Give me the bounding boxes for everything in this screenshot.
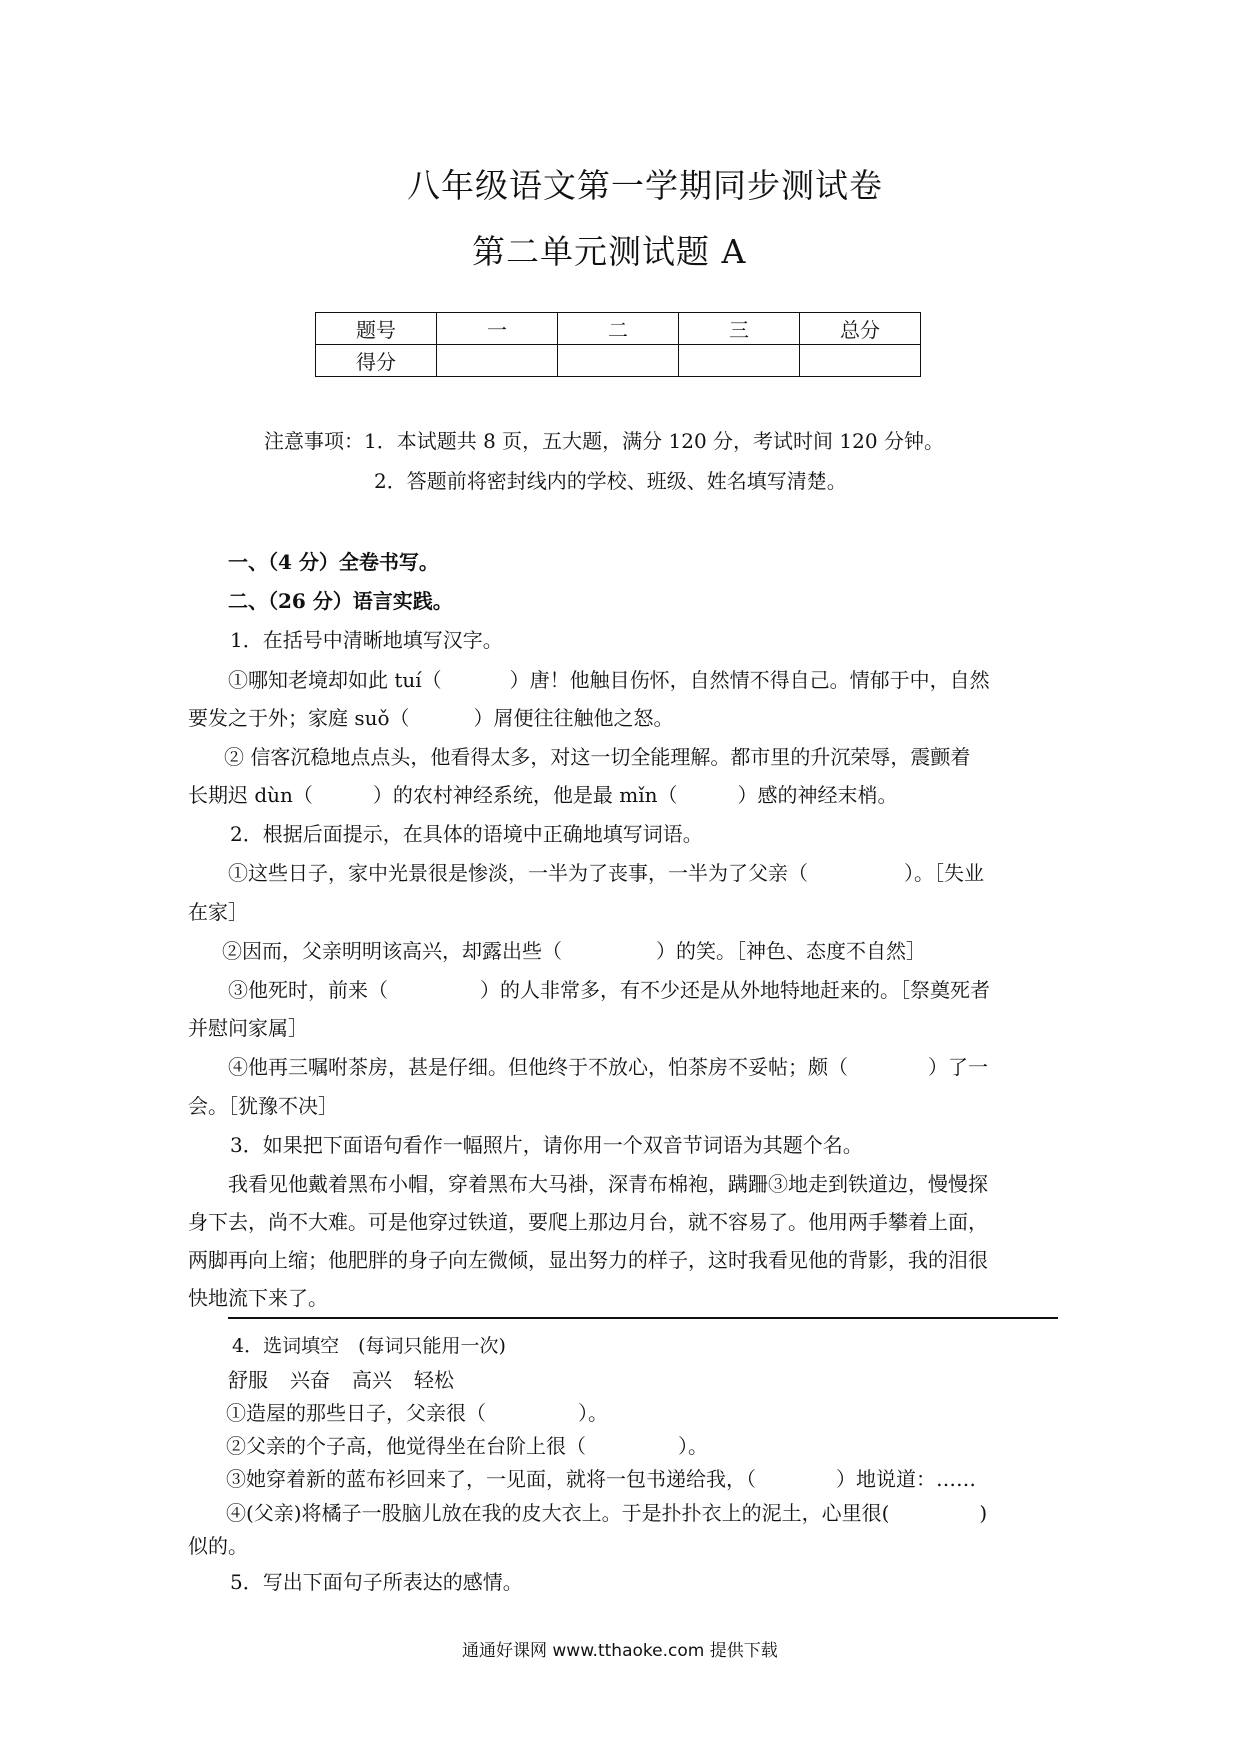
word-bank-item: 兴奋 bbox=[290, 1368, 330, 1392]
q4-item-a bbox=[226, 1397, 608, 1426]
q1-item-a-line2 bbox=[188, 702, 674, 731]
q2-item-d-line2: 会。［犹豫不决］ bbox=[188, 1094, 338, 1118]
q4-c-text-1: ③她穿着新的蓝布衫回来了，一见面，就将一包书递给我，（ bbox=[226, 1467, 756, 1491]
q1-item-b-line1: ② 信客沉稳地点点头，他看得太多，对这一切全能理解。都市里的升沉荣辱，震颤着 bbox=[224, 745, 971, 769]
q1-b-text-4: ）感的神经末梢。 bbox=[737, 783, 898, 807]
q4-d-text-1: ④(父亲)将橘子一股脑儿放在我的皮大衣上。于是扑扑衣上的泥土，心里很( bbox=[226, 1501, 890, 1525]
q1-a-text-1: ①哪知老境却如此 tuí（ bbox=[228, 668, 442, 692]
q1-prompt: 1．在括号中清晰地填写汉字。 bbox=[230, 628, 503, 652]
score-table-score-row bbox=[316, 345, 921, 377]
q2-b-text-1: ②因而，父亲明明该高兴，却露出些（ bbox=[222, 939, 562, 963]
q1-item-b-line2 bbox=[188, 779, 898, 808]
q2-a-text-2: ）。［失业 bbox=[904, 861, 984, 885]
q2-b-text-2: ）的笑。［神色、态度不自然］ bbox=[656, 939, 926, 963]
word-bank-item: 轻松 bbox=[414, 1368, 454, 1392]
q2-item-c-line1 bbox=[228, 974, 990, 1003]
q1-item-a-line1 bbox=[228, 664, 990, 693]
score-cell-q3: 三 bbox=[679, 313, 800, 345]
q1-b-text-2: 长期迟 dùn（ bbox=[188, 783, 313, 807]
q4-d-text-2: ) bbox=[979, 1501, 988, 1525]
q2-c-text-1: ③他死时，前来（ bbox=[228, 978, 388, 1002]
score-cell-total: 总分 bbox=[800, 313, 921, 345]
score-input-q2[interactable] bbox=[558, 345, 679, 377]
q4-a-text-1: ①造屋的那些日子，父亲很（ bbox=[226, 1401, 486, 1425]
q3-passage-line-2: 身下去，尚不大难。可是他穿过铁道，要爬上那边月台，就不容易了。他用两手攀着上面， bbox=[188, 1210, 988, 1234]
q2-d-text-2: ）了一 bbox=[928, 1055, 988, 1079]
score-table-header-row bbox=[316, 313, 921, 345]
word-bank-item: 高兴 bbox=[352, 1368, 392, 1392]
q5-prompt: 5．写出下面句子所表达的感情。 bbox=[230, 1570, 523, 1594]
section-1-heading: 一、（4 分）全卷书写。 bbox=[228, 550, 439, 574]
q2-d-text-1: ④他再三嘱咐茶房，甚是仔细。但他终于不放心，怕茶房不妥帖；颇（ bbox=[228, 1055, 848, 1079]
q2-c-text-2: ）的人非常多，有不少还是从外地特地赶来的。［祭奠死者 bbox=[480, 978, 990, 1002]
page-subtitle: 第二单元测试题 A bbox=[472, 232, 747, 271]
q4-item-d-line1 bbox=[226, 1497, 987, 1526]
q2-item-a-line2: 在家］ bbox=[188, 900, 248, 924]
q4-item-b bbox=[226, 1430, 708, 1459]
notes-item-1: 1．本试题共 8 页，五大题，满分 120 分，考试时间 120 分钟。 bbox=[364, 429, 944, 453]
score-input-q3[interactable] bbox=[679, 345, 800, 377]
answer-line[interactable] bbox=[228, 1317, 1058, 1319]
score-table bbox=[315, 312, 921, 377]
score-cell-label: 题号 bbox=[316, 313, 437, 345]
q2-item-c-line2: 并慰问家属］ bbox=[188, 1016, 308, 1040]
q1-b-text-3: ）的农村神经系统，他是最 mǐn（ bbox=[372, 783, 678, 807]
score-row-label: 得分 bbox=[316, 345, 437, 377]
q2-item-a-line1 bbox=[228, 857, 984, 886]
q4-item-d-line2: 似的。 bbox=[188, 1534, 248, 1558]
notes-label: 注意事项： bbox=[264, 429, 364, 453]
q3-passage-line-1: 我看见他戴着黑布小帽，穿着黑布大马褂，深青布棉袍，蹒跚③地走到铁道边，慢慢探 bbox=[228, 1172, 988, 1196]
q4-prompt: 4．选词填空 (每词只能用一次) bbox=[232, 1335, 506, 1357]
q4-word-bank bbox=[228, 1364, 454, 1393]
score-input-total[interactable] bbox=[800, 345, 921, 377]
score-input-q1[interactable] bbox=[437, 345, 558, 377]
page-title: 八年级语文第一学期同步测试卷 bbox=[407, 166, 883, 205]
notes-line-1 bbox=[264, 425, 944, 454]
score-cell-q2: 二 bbox=[558, 313, 679, 345]
q3-prompt: 3．如果把下面语句看作一幅照片，请你用一个双音节词语为其题个名。 bbox=[230, 1133, 863, 1157]
q4-b-text-1: ②父亲的个子高，他觉得坐在台阶上很（ bbox=[226, 1434, 586, 1458]
q1-a-text-2: ）唐！他触目伤怀，自然情不得自己。情郁于中，自然 bbox=[509, 668, 990, 692]
q4-b-text-2: ）。 bbox=[678, 1434, 708, 1458]
word-bank-item: 舒服 bbox=[228, 1368, 268, 1392]
q1-a-text-3: 要发之于外；家庭 suǒ（ bbox=[188, 706, 410, 730]
page-footer: 通通好课网 www.tthaoke.com 提供下载 bbox=[462, 1641, 778, 1661]
q2-a-text-1: ①这些日子，家中光景很是惨淡，一半为了丧事，一半为了父亲（ bbox=[228, 861, 808, 885]
score-cell-q1: 一 bbox=[437, 313, 558, 345]
q4-item-c bbox=[226, 1463, 976, 1492]
q4-c-text-2: ）地说道：…… bbox=[836, 1467, 976, 1491]
q2-item-b bbox=[222, 935, 926, 964]
q1-a-text-4: ）屑便往往触他之怒。 bbox=[473, 706, 674, 730]
notes-item-2: 2．答题前将密封线内的学校、班级、姓名填写清楚。 bbox=[374, 469, 847, 493]
q4-a-text-2: ）。 bbox=[578, 1401, 608, 1425]
section-2-heading: 二、（26 分）语言实践。 bbox=[228, 589, 453, 613]
q2-prompt: 2．根据后面提示，在具体的语境中正确地填写词语。 bbox=[230, 822, 703, 846]
q3-passage-line-3: 两脚再向上缩；他肥胖的身子向左微倾，显出努力的样子，这时我看见他的背影，我的泪很 bbox=[188, 1248, 988, 1272]
q3-passage-line-4: 快地流下来了。 bbox=[188, 1286, 328, 1310]
q2-item-d-line1 bbox=[228, 1051, 988, 1080]
